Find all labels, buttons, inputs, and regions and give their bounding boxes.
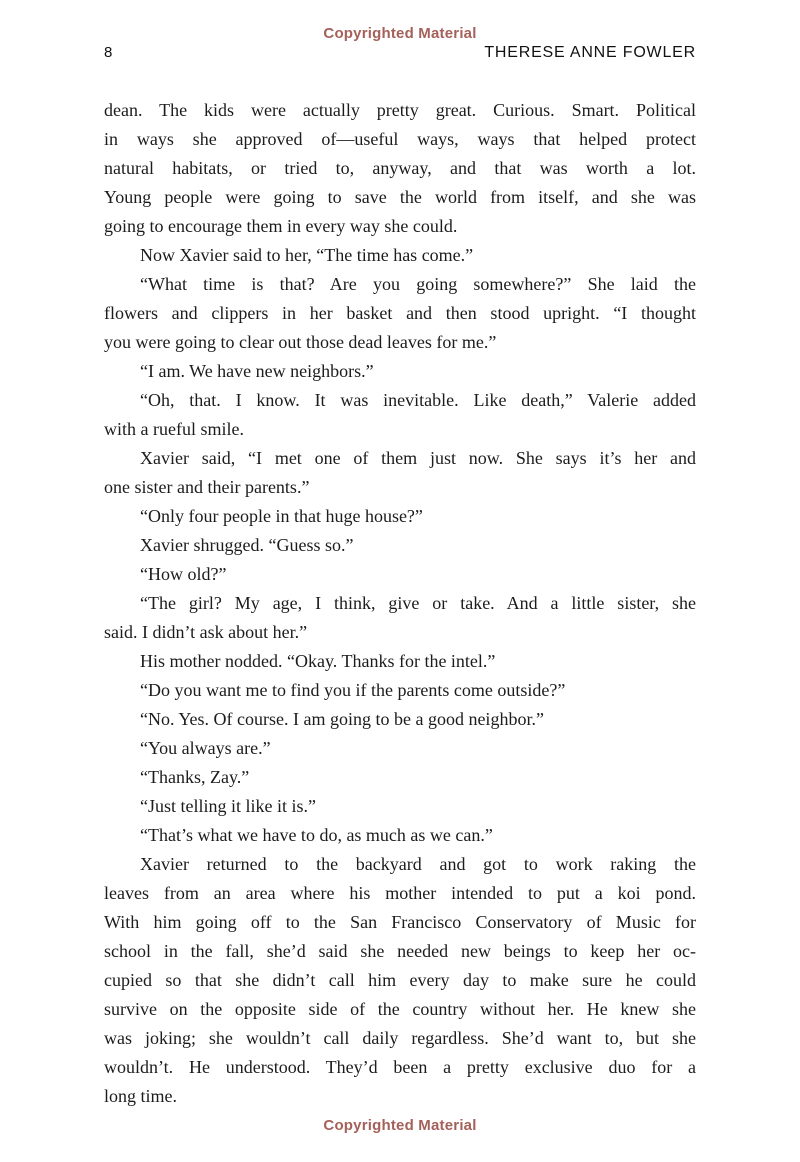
text-line: “How old?” <box>140 564 227 584</box>
text-line: with a rueful smile. <box>104 419 244 439</box>
text-line: “What time is that? Are you going somewhere?” She laid the <box>140 274 696 294</box>
text-line: Xavier said, “I met one of them just now. She says it’s her and <box>140 448 696 468</box>
text-line: Young people were going to save the world from itself, and she was <box>104 187 696 207</box>
text-line: leaves from an area where his mother intended to put a koi pond. <box>104 883 696 903</box>
text-line: “Oh, that. I know. It was inevitable. Like death,” Valerie added <box>140 390 696 410</box>
text-line: Now Xavier said to her, “The time has come.” <box>140 245 474 265</box>
text-line: “Just telling it like it is.” <box>140 796 316 816</box>
text-line: said. I didn’t ask about her.” <box>104 622 308 642</box>
text-line: His mother nodded. “Okay. Thanks for the intel.” <box>140 651 496 671</box>
text-line: With him going off to the San Francisco Conservatory of Music for <box>104 912 696 932</box>
text-line: survive on the opposite side of the country without her. He knew she <box>104 999 696 1019</box>
text-line: cupied so that she didn’t call him every day to make sure he could <box>104 970 696 990</box>
text-line: natural habitats, or tried to, anyway, and that was worth a lot. <box>104 158 696 178</box>
text-line: “You always are.” <box>140 738 271 758</box>
text-line: school in the fall, she’d said she needed new beings to keep her oc- <box>104 941 696 961</box>
copyright-notice-top: Copyrighted Material <box>323 25 477 42</box>
page-body <box>0 96 800 1111</box>
text-line: “I am. We have new neighbors.” <box>140 361 374 381</box>
text-line: flowers and clippers in her basket and then stood upright. “I thought <box>104 303 696 323</box>
text-line: was joking; she wouldn’t call daily regardless. She’d want to, but she <box>104 1028 696 1048</box>
text-line: “That’s what we have to do, as much as we can.” <box>140 825 493 845</box>
text-line: going to encourage them in every way she could. <box>104 216 458 236</box>
text-line: “Do you want me to find you if the parents come outside?” <box>140 680 566 700</box>
running-header-author: THERESE ANNE FOWLER <box>484 44 696 61</box>
text-line: Xavier shrugged. “Guess so.” <box>140 535 354 555</box>
copyright-notice-bottom: Copyrighted Material <box>323 1117 477 1134</box>
text-line: wouldn’t. He understood. They’d been a pretty exclusive duo for a <box>104 1057 696 1077</box>
text-line: “No. Yes. Of course. I am going to be a good neighbor.” <box>140 709 544 729</box>
page-number: 8 <box>104 44 113 61</box>
text-line: Xavier returned to the backyard and got to work raking the <box>140 854 696 874</box>
text-line: you were going to clear out those dead leaves for me.” <box>104 332 497 352</box>
page-header <box>0 43 800 63</box>
text-line: “Only four people in that huge house?” <box>140 506 423 526</box>
text-line: “Thanks, Zay.” <box>140 767 250 787</box>
text-line: one sister and their parents.” <box>104 477 310 497</box>
text-line: long time. <box>104 1086 177 1106</box>
text-line: dean. The kids were actually pretty great. Curious. Smart. Political <box>104 100 696 120</box>
text-line: in ways she approved of—useful ways, ways that helped protect <box>104 129 696 149</box>
text-line: “The girl? My age, I think, give or take. And a little sister, she <box>140 593 696 613</box>
